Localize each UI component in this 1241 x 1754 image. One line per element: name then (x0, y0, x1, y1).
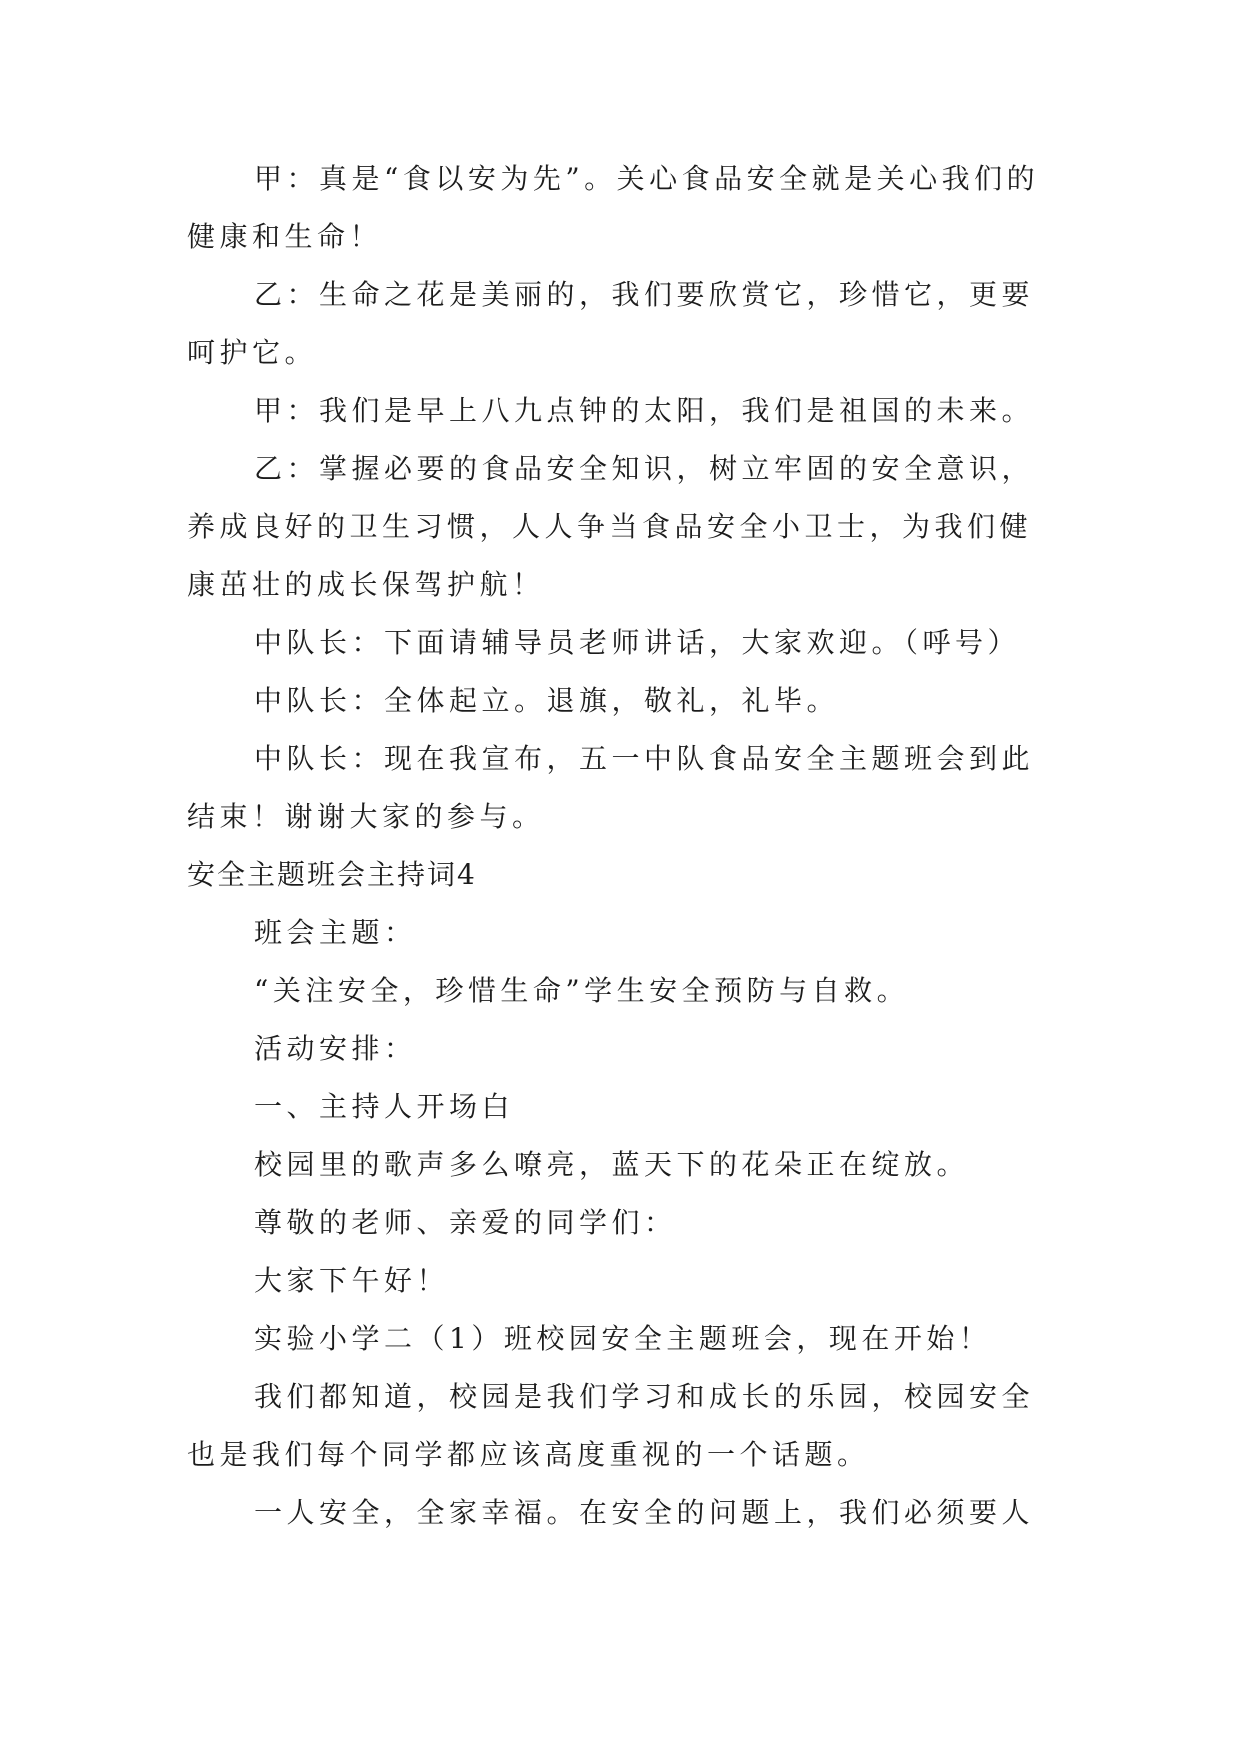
body-paragraph: “关注安全，珍惜生命”学生安全预防与自救。 (254, 974, 910, 1007)
dialogue-paragraph: 乙：生命之花是美丽的，我们要欣赏它，珍惜它，更要呵护它。 (187, 278, 1035, 369)
dialogue-paragraph: 甲：真是“食以安为先”。关心食品安全就是关心我们的健康和生命！ (187, 162, 1040, 253)
body-paragraph: 我们都知道，校园是我们学习和成长的乐园，校园安全也是我们每个同学都应该高度重视的一个话题。 (187, 1380, 1035, 1471)
body-paragraph: 大家下午好！ (254, 1264, 450, 1297)
body-paragraph: 实验小学二（1）班校园安全主题班会，现在开始！ (254, 1322, 992, 1355)
body-paragraph: 班会主题： (254, 916, 417, 949)
body-paragraph: 尊敬的老师、亲爱的同学们： (254, 1206, 677, 1239)
body-paragraph: 校园里的歌声多么嘹亮，蓝天下的花朵正在绽放。 (254, 1148, 970, 1181)
body-paragraph: 一人安全，全家幸福。在安全的问题上，我们必须要人 (254, 1496, 1035, 1529)
document-body (187, 150, 1057, 1542)
dialogue-paragraph: 甲：我们是早上八九点钟的太阳，我们是祖国的未来。 (254, 394, 1035, 427)
dialogue-paragraph: 中队长：全体起立。退旗，敬礼，礼毕。 (254, 684, 840, 717)
body-paragraph: 活动安排： (254, 1032, 417, 1065)
dialogue-paragraph: 中队长：下面请辅导员老师讲话，大家欢迎。（呼号） (254, 626, 1021, 659)
section-heading: 安全主题班会主持词4 (187, 858, 477, 891)
dialogue-paragraph: 中队长：现在我宣布，五一中队食品安全主题班会到此结束！谢谢大家的参与。 (187, 742, 1035, 833)
body-paragraph: 一、主持人开场白 (254, 1090, 515, 1123)
dialogue-paragraph: 乙：掌握必要的食品安全知识，树立牢固的安全意识，养成良好的卫生习惯，人人争当食品安全小卫士，为我们健康茁壮的成长保驾护航！ (187, 452, 1035, 601)
